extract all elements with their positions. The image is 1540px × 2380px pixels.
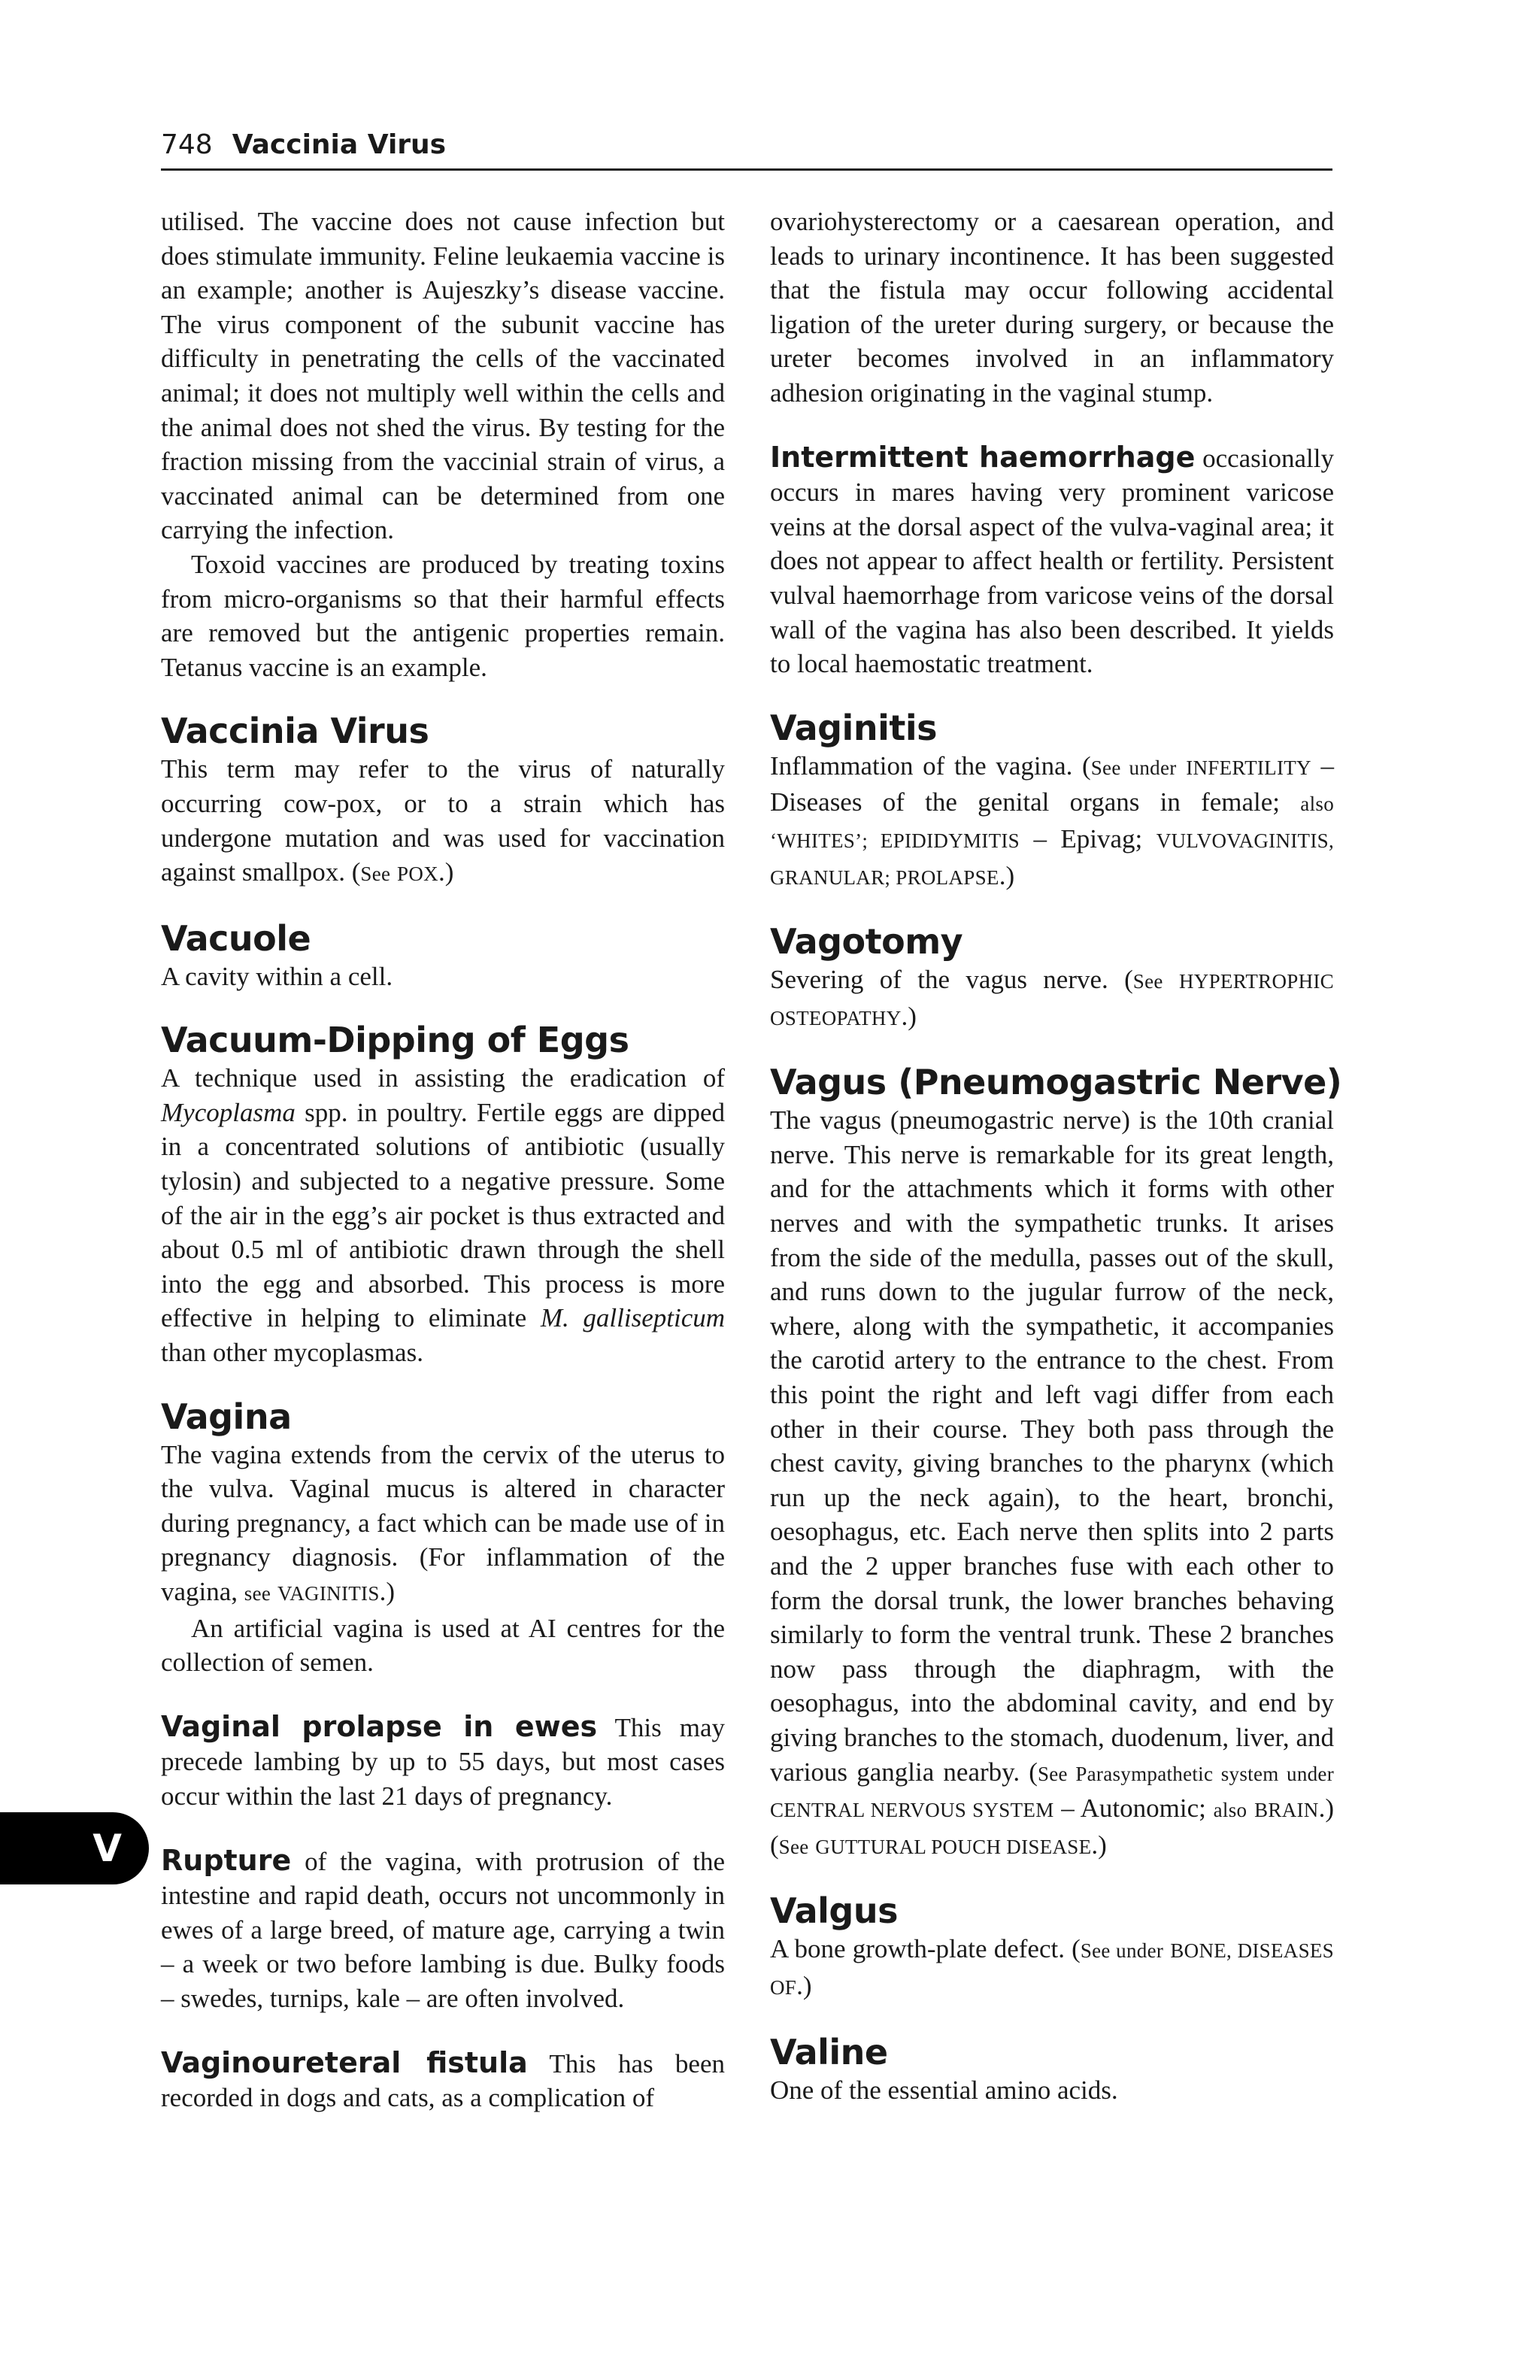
cross-reference: POX [397, 863, 438, 886]
runin-heading: Vaginal prolapse in ewes [161, 1709, 598, 1743]
entry-heading-vaginitis: Vaginitis [770, 707, 937, 748]
thumb-index-letter: V [92, 1827, 122, 1870]
fistula-continued-paragraph: ovariohysterectomy or a caesarean operation, and leads to urinary incontinence. It has been suggested that the fistula may occur following accidental ligation of the ureter during surgery, or because the ureter becomes involved in an inflammatory adhesion originating in the vaginal stump. [770, 207, 1334, 408]
subentry-vaginoureteral-fistula: Vaginoureteral fistula This has been recorded in dogs and cats, as a complication of [161, 2045, 725, 2113]
continued-paragraph: utilised. The vaccine does not cause infection but does stimulate immunity. Feline leukaemia vaccine is an example; another is Aujeszky’s disease vaccine. The virus component of the subunit vaccine has difficulty in penetrating the cells of the vaccinated animal; it does not multiply well within the cells and the animal does not shed the virus. By testing for the fraction missing from the vaccinial strain of virus, a vaccinated animal can be determined from one carrying the infection. [161, 207, 725, 545]
cross-reference: INFERTILITY [1186, 756, 1311, 779]
entry-text-vaginitis: Inflammation of the vagina. (See under INFERTILITY – Diseases of the genital organs in female; also ‘WHITES’; EPIDIDYMITIS – Epivag; VULVOVAGINITIS, GRANULAR; PROLAPSE.) [770, 750, 1334, 890]
right-column [770, 205, 1342, 2107]
entry-heading-vagina: Vagina [161, 1396, 292, 1437]
cross-reference: BONE, DISEASES OF [770, 1939, 1334, 1999]
entry-text-vagina-artificial: An artificial vagina is used at AI centres for the collection of semen. [161, 1613, 725, 1678]
entry-heading-vacuole: Vacuole [161, 917, 311, 959]
entry-text-valgus: A bone growth-plate defect. (See under BONE, DISEASES OF.) [770, 1934, 1334, 2000]
cross-reference: GUTTURAL POUCH DISEASE [815, 1835, 1092, 1858]
entry-heading-vacuum-dipping: Vacuum-Dipping of Eggs [161, 1020, 629, 1061]
running-head [161, 126, 1332, 171]
cross-reference: CENTRAL NERVOUS SYSTEM [770, 1799, 1054, 1822]
subentry-rupture: Rupture of the vagina, with protrusion of the intestine and rapid death, occurs not uncommonly in ewes of a large breed, of mature age, carrying a twin – a week or two before lambing is due. Bulky foods – swedes, turnips, kale – are often involved. [161, 1843, 725, 2013]
entry-heading-vaccinia-virus: Vaccinia Virus [161, 711, 429, 752]
running-title: Vaccinia Virus [232, 129, 447, 160]
entry-text-valine: One of the essential amino acids. [770, 2075, 1118, 2105]
cross-reference: VAGINITIS [277, 1582, 380, 1605]
cross-reference: VULVOVAGINITIS, GRANULAR; PROLAPSE [770, 829, 1334, 889]
thumb-index-tab [0, 1812, 149, 1884]
entry-text-vaccinia-virus: This term may refer to the virus of naturally occurring cow-pox, or to a strain which has undergone mutation and was used for vaccination against smallpox. (See POX.) [161, 754, 725, 887]
left-column [161, 205, 725, 2115]
entry-text-vagus: The vagus (pneumogastric nerve) is the 10th cranial nerve. This nerve is remarkable for its great length, and for the attachments which it forms with other nerves and with the sympathetic trunks. It arises from the side of the medulla, passes out of the skull, and runs down to the jugular furrow of the neck, where, along with the sympathetic, it accompanies the carotid artery to the entrance to the chest. From this point the right and left vagi differ from each other in their course. They both pass through the chest cavity, giving branches to the pharynx (which run up the neck again), to the heart, bronchi, oesophagus, etc. Each nerve then splits into 2 parts and the 2 upper branches fuse with each other to form the dorsal trunk, the lower branches behaving similarly to form the ventral trunk. These 2 branches now pass through the diaphragm, with the oesophagus, into the abdominal cavity, and end by giving branches to the stomach, duodenum, liver, and various ganglia nearby. (See Parasympathetic system under CENTRAL NERVOUS SYSTEM – Autonomic; also BRAIN.) (See GUTTURAL POUCH DISEASE.) [770, 1105, 1335, 1860]
entry-heading-vagus: Vagus (Pneumogastric Nerve) [770, 1062, 1342, 1103]
entry-heading-valgus: Valgus [770, 1890, 898, 1932]
runin-heading: Rupture [161, 1843, 292, 1877]
entry-heading-valine: Valine [770, 2031, 888, 2072]
cross-reference: HYPERTROPHIC OSTEOPATHY [770, 970, 1334, 1029]
cross-reference: BRAIN [1254, 1799, 1319, 1822]
entry-text-vacuum-dipping: A technique used in assisting the eradication of Mycoplasma spp. in poultry. Fertile eggs are dipped in a concentrated solutions of antibiotic (usually tylosin) and subjected to a negative pressure. Some of the air in the egg’s air pocket is thus extracted and about 0.5 ml of antibiotic drawn through the shell into the egg and absorbed. This process is more effective in helping to eliminate M. gallisepticum than other mycoplasmas. [161, 1063, 725, 1368]
entry-text-vagotomy: Severing of the vagus nerve. (See HYPERTROPHIC OSTEOPATHY.) [770, 965, 1334, 1031]
cross-reference: ‘WHITES’; EPIDIDYMITIS [770, 829, 1020, 852]
subentry-vaginal-prolapse: Vaginal prolapse in ewes This may precede lambing by up to 55 days, but most cases occur within the last 21 days of pregnancy. [161, 1709, 725, 1811]
entry-heading-vagotomy: Vagotomy [770, 921, 963, 963]
runin-heading: Vaginoureteral fistula [161, 2045, 528, 2079]
page-number: 748 [161, 129, 213, 160]
toxoid-paragraph: Toxoid vaccines are produced by treating toxins from micro-organisms so that their harmful effects are removed but the antigenic properties remain. Tetanus vaccine is an example. [161, 549, 725, 682]
entry-text-vacuole: A cavity within a cell. [161, 961, 393, 991]
runin-heading: Intermittent haemorrhage [770, 440, 1196, 474]
subentry-intermittent-haemorrhage: Intermittent haemorrhage occasionally occurs in mares having very prominent varicose veins at the dorsal aspect of the vulva-vaginal area; it does not appear to affect health or fertility. Persistent vulval haemorrhage from varicose veins of the dorsal wall of the vagina has also been described. It yields to local haemostatic treatment. [770, 440, 1335, 679]
entry-text-vagina: The vagina extends from the cervix of the uterus to the vulva. Vaginal mucus is altered in character during pregnancy, a fact which can be made use of in pregnancy diagnosis. (For inflammation of the vagina, see VAGINITIS.) [161, 1439, 725, 1606]
